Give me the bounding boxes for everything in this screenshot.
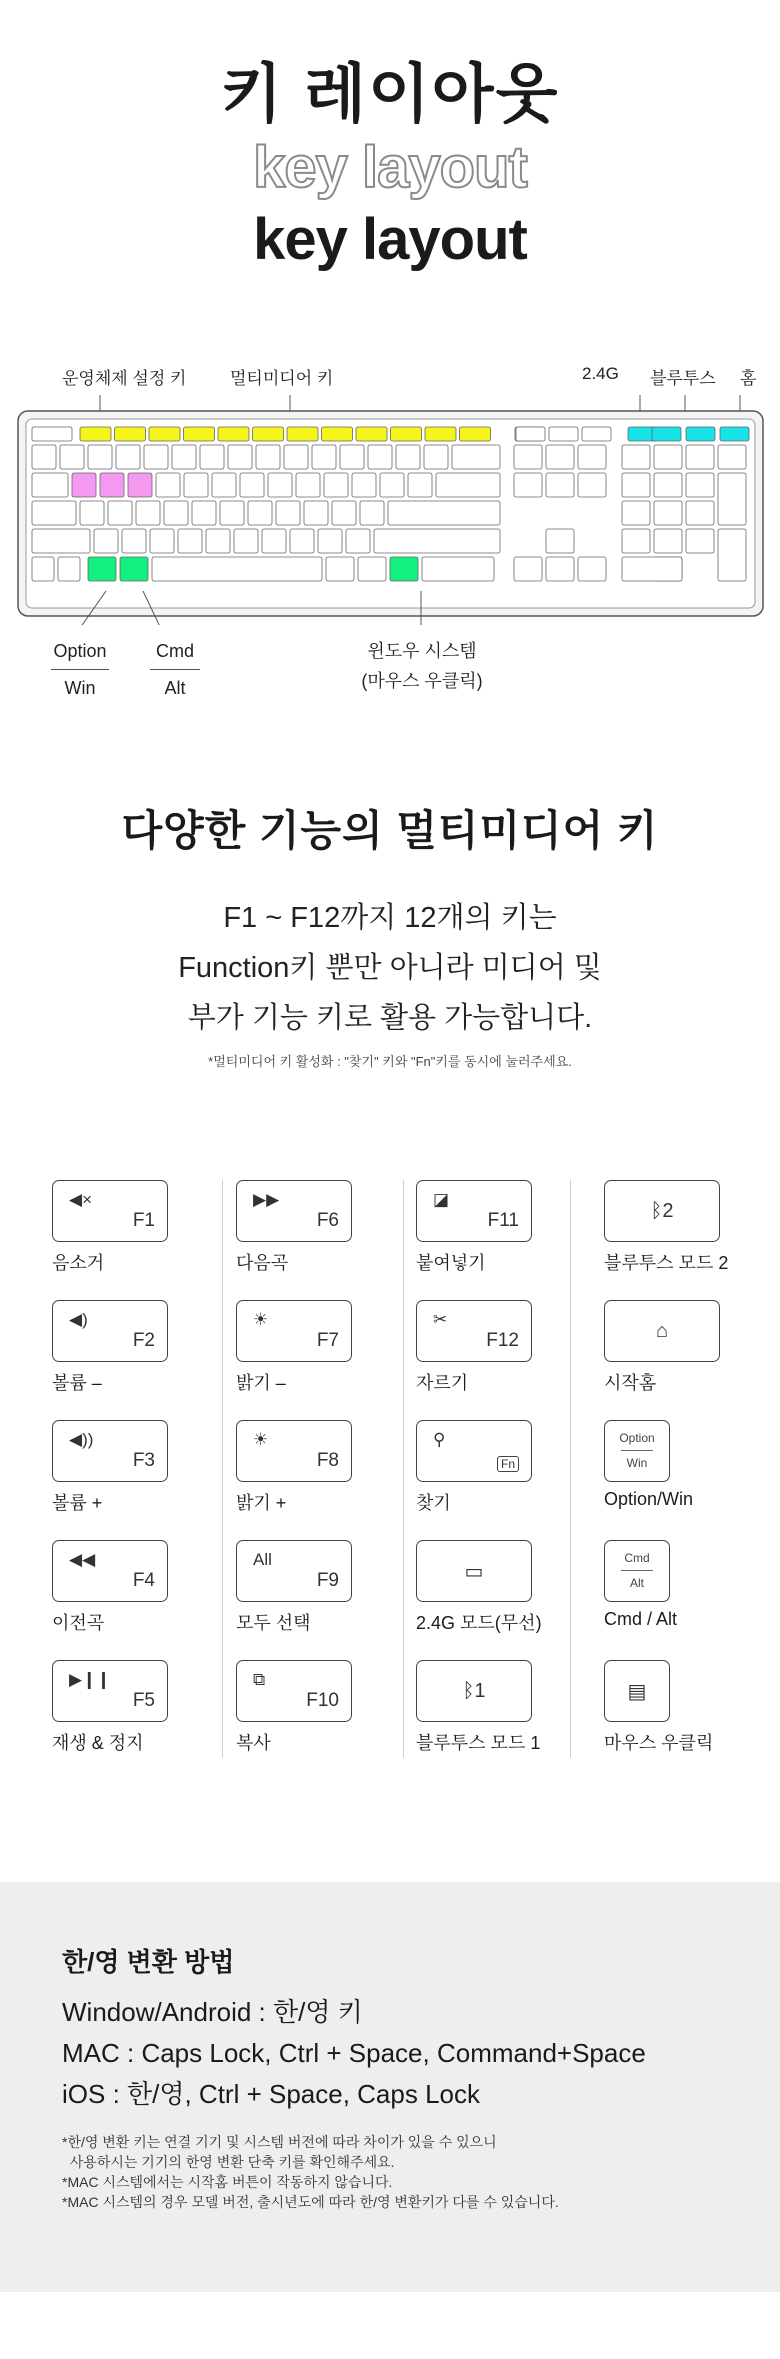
function-key-item [604, 1180, 776, 1300]
function-key [236, 1180, 352, 1242]
hangul-switch-lines [62, 1992, 646, 2115]
solid-subtitle: key layout [253, 207, 527, 272]
note-1: *한/영 변환 키는 연결 기기 및 시스템 버전에 따라 차이가 있을 수 있으니 [62, 2134, 497, 2150]
keyboard-key [128, 473, 152, 497]
label-os-keys: 운영체제 설정 키 [62, 369, 187, 388]
keyboard-key [120, 557, 148, 581]
function-key-label: F4 [132, 1570, 155, 1591]
keyboard-key [352, 473, 376, 497]
function-key-caption: 다음곡 [236, 1253, 289, 1273]
function-key [604, 1660, 670, 1722]
keyboard-key [516, 427, 545, 441]
function-key-item [604, 1540, 776, 1660]
function-key [604, 1180, 720, 1242]
keyboard-key [546, 445, 574, 469]
keyboard-key [408, 473, 432, 497]
function-key [236, 1300, 352, 1362]
keyboard-key [172, 445, 196, 469]
keyboard-key [514, 445, 542, 469]
keyboard-key [256, 445, 280, 469]
function-key [416, 1420, 532, 1482]
keyboard-key [253, 427, 284, 441]
keyboard-key [686, 529, 714, 553]
keyboard-key [654, 501, 682, 525]
bluetooth-icon: ᛒ1 [462, 1679, 486, 1702]
keyboard-key [220, 501, 244, 525]
bluetooth-icon: ᛒ2 [650, 1199, 674, 1222]
function-key-label: F11 [487, 1210, 519, 1231]
keyboard-key [304, 501, 328, 525]
function-key-caption: Cmd / Alt [604, 1609, 678, 1629]
keyboard-key [578, 473, 606, 497]
next-track-icon: ▶▶ [253, 1190, 280, 1209]
title-block [0, 55, 780, 277]
keyboard-key [100, 473, 124, 497]
keyboard-key [622, 557, 682, 581]
function-key-caption: 모두 선택 [236, 1613, 311, 1633]
note-3: *MAC 시스템에서는 시작홈 버튼이 작동하지 않습니다. [62, 2174, 393, 2190]
function-key [416, 1180, 532, 1242]
keyboard-key [32, 557, 54, 581]
keyboard-key [654, 529, 682, 553]
home-icon: ⌂ [655, 1319, 669, 1342]
keyboard-key [152, 557, 322, 581]
keyboard-key [346, 529, 370, 553]
function-key-item [236, 1300, 408, 1420]
function-key-label: F6 [316, 1210, 339, 1231]
keyboard-key [240, 473, 264, 497]
callout-mouse-right: (마우스 우클릭) [361, 671, 483, 691]
keyboard-key [276, 501, 300, 525]
function-key-caption: 음소거 [52, 1253, 105, 1273]
key-bottom-label: Alt [629, 1576, 644, 1590]
keyboard-key [578, 557, 606, 581]
function-key-label: F5 [132, 1690, 155, 1711]
keyboard-key [218, 427, 249, 441]
note-4: *MAC 시스템의 경우 모델 버전, 출시년도에 따라 한/영 변환키가 다를 수 있습니다. [62, 2194, 559, 2210]
callout-cmd-alt [135, 636, 215, 703]
keyboard-key [287, 427, 318, 441]
keyboard-key [80, 501, 104, 525]
keyboard-key [388, 501, 500, 525]
function-key-item [52, 1420, 224, 1540]
function-key [52, 1180, 168, 1242]
brightness-up-icon: ☀ [253, 1430, 269, 1449]
function-key [604, 1300, 720, 1362]
function-key-caption: 복사 [236, 1733, 271, 1753]
hangul-switch-notes [62, 2132, 559, 2212]
function-key [416, 1660, 532, 1722]
keyboard-key [284, 445, 308, 469]
keyboard-key [32, 529, 90, 553]
function-key-caption: 밝기 – [236, 1373, 286, 1393]
hangul-switch-title: 한/영 변환 방법 [62, 1947, 235, 1977]
function-key-item [604, 1420, 776, 1540]
function-key-caption: 시작홈 [604, 1373, 657, 1393]
note-2: 사용하시는 기기의 한영 변환 단축 키를 확인해주세요. [62, 2154, 395, 2170]
keyboard-key [88, 557, 116, 581]
key-top-label: Cmd [624, 1551, 650, 1565]
function-key [416, 1540, 532, 1602]
function-key-item [52, 1300, 224, 1420]
callout-windows-system [340, 636, 504, 696]
previous-track-icon: ◀◀ [69, 1550, 96, 1569]
keyboard-key [318, 529, 342, 553]
keyboard-key [622, 529, 650, 553]
keyboard-key [718, 445, 746, 469]
keyboard-key [136, 501, 160, 525]
switch-line-ios: iOS : 한/영, Ctrl + Space, Caps Lock [62, 2079, 480, 2109]
keyboard-key [652, 427, 681, 441]
play-pause-icon: ▶❙❙ [69, 1670, 111, 1689]
function-key-caption: Option/Win [604, 1489, 694, 1509]
keyboard-key [391, 427, 422, 441]
keyboard-key [156, 473, 180, 497]
keyboard-key [108, 501, 132, 525]
brightness-down-icon: ☀ [253, 1310, 269, 1329]
function-key-caption: 밝기 + [236, 1493, 287, 1513]
function-key-caption: 재생 & 정지 [52, 1733, 144, 1753]
function-key-item [416, 1540, 588, 1660]
function-key [416, 1300, 532, 1362]
usb-dongle-icon: ▭ [464, 1560, 484, 1583]
keyboard-key [686, 501, 714, 525]
keyboard-key [164, 501, 188, 525]
function-key-item [604, 1300, 776, 1420]
paste-icon: ◪ [433, 1190, 450, 1209]
keyboard-key [396, 445, 420, 469]
keyboard-key [322, 427, 353, 441]
menu-key-icon: ▤ [627, 1680, 647, 1703]
function-key-item [416, 1300, 588, 1420]
multimedia-description [0, 893, 780, 1043]
hangul-switch-panel [0, 1882, 780, 2292]
keyboard-key [115, 427, 146, 441]
multimedia-note: *멀티미디어 키 활성화 : "찾기" 키와 "Fn"키를 동시에 눌러주세요. [208, 1054, 572, 1069]
function-key-label: F7 [316, 1330, 339, 1351]
function-key-caption: 자르기 [416, 1373, 469, 1393]
function-key-grid [52, 1180, 742, 1760]
keyboard-key [312, 445, 336, 469]
label-24g: 2.4G [582, 364, 619, 383]
keyboard-key [549, 427, 578, 441]
function-key-caption: 마우스 우클릭 [604, 1733, 714, 1753]
key-top-label: Option [619, 1431, 655, 1445]
label-multimedia-keys: 멀티미디어 키 [230, 369, 334, 388]
keyboard-key [268, 473, 292, 497]
function-key-label: F1 [132, 1210, 155, 1231]
keyboard-key [144, 445, 168, 469]
keyboard-key [149, 427, 180, 441]
keyboard-key [622, 473, 650, 497]
keyboard-key [184, 473, 208, 497]
callout-win: Win [64, 678, 96, 698]
switch-line-windows: Window/Android : 한/영 키 [62, 1997, 363, 2027]
cmd-alt-icon [604, 1540, 670, 1602]
keyboard-key [718, 473, 746, 525]
copy-icon: ⧉ [253, 1670, 266, 1689]
keyboard-key [390, 557, 418, 581]
function-key-caption: 붙여넣기 [416, 1253, 486, 1273]
keyboard-key [94, 529, 118, 553]
callout-option: Option [53, 641, 107, 661]
keyboard-key [326, 557, 354, 581]
key-bottom-label: Win [626, 1456, 648, 1470]
function-key-item [416, 1660, 588, 1780]
keyboard-key [88, 445, 112, 469]
function-key-item [52, 1540, 224, 1660]
keyboard-key [58, 557, 80, 581]
keyboard-key [654, 445, 682, 469]
keyboard-key [358, 557, 386, 581]
function-key-item [52, 1180, 224, 1300]
function-key-item [416, 1180, 588, 1300]
keyboard-key [374, 529, 500, 553]
keyboard-key [654, 473, 682, 497]
keyboard-key [452, 445, 500, 469]
keyboard-key [32, 473, 68, 497]
volume-up-icon: ◀)) [69, 1430, 94, 1449]
keyboard-key [720, 427, 749, 441]
function-key [236, 1420, 352, 1482]
page-title: 키 레이아웃 [220, 58, 560, 130]
multimedia-title: 다양한 기능의 멀티미디어 키 [121, 807, 659, 854]
keyboard-key [622, 501, 650, 525]
function-key [236, 1660, 352, 1722]
keyboard-key [296, 473, 320, 497]
keyboard-key [582, 427, 611, 441]
callout-alt: Alt [164, 678, 186, 698]
keyboard-key [546, 473, 574, 497]
keyboard-key [546, 557, 574, 581]
function-key-caption: 블루투스 모드 1 [416, 1733, 541, 1753]
callout-option-win [40, 636, 120, 703]
function-key-item [236, 1420, 408, 1540]
keyboard-key [116, 445, 140, 469]
function-key-item [52, 1660, 224, 1780]
function-key-item [604, 1660, 776, 1780]
keyboard-key [360, 501, 384, 525]
keyboard-key [290, 529, 314, 553]
function-key-label: F10 [306, 1690, 339, 1711]
keyboard-key [424, 445, 448, 469]
keyboard-key [228, 445, 252, 469]
keyboard-key [212, 473, 236, 497]
mute-icon: ◀× [69, 1190, 93, 1209]
function-key [52, 1540, 168, 1602]
function-key-caption: 찾기 [416, 1493, 451, 1513]
keyboard-key [436, 473, 500, 497]
function-key-item [236, 1540, 408, 1660]
keyboard-key [622, 445, 650, 469]
function-key-item [236, 1180, 408, 1300]
function-key-item [236, 1660, 408, 1780]
callout-cmd: Cmd [155, 641, 194, 661]
cut-icon: ✂ [433, 1310, 448, 1329]
keyboard-key [380, 473, 404, 497]
function-key-caption: 볼륨 – [52, 1373, 102, 1393]
keyboard-key [340, 445, 364, 469]
volume-down-icon: ◀) [69, 1310, 88, 1329]
select-all-icon: All [253, 1550, 272, 1569]
keyboard-diagram [0, 395, 780, 625]
keyboard-key [578, 445, 606, 469]
function-key-caption: 이전곡 [52, 1613, 105, 1633]
keyboard-key [686, 473, 714, 497]
keyboard-key [184, 427, 215, 441]
keyboard-key [248, 501, 272, 525]
keyboard-key [192, 501, 216, 525]
function-key-caption: 블루투스 모드 2 [604, 1253, 729, 1273]
function-key-label: F2 [132, 1330, 155, 1351]
desc-line-2: Function키 뿐만 아니라 미디어 및 [178, 952, 602, 984]
keyboard-key [332, 501, 356, 525]
function-key-label: F3 [132, 1450, 155, 1471]
keyboard-key [425, 427, 456, 441]
function-key [236, 1540, 352, 1602]
keyboard-key [546, 529, 574, 553]
keyboard-key [356, 427, 387, 441]
keyboard-key [200, 445, 224, 469]
outline-subtitle: key layout [253, 135, 527, 200]
function-key-caption: 볼륨 + [52, 1493, 103, 1513]
keyboard-key [206, 529, 230, 553]
function-key-caption: 2.4G 모드(무선) [416, 1613, 542, 1633]
option-win-icon [604, 1420, 670, 1482]
function-key-label: F12 [486, 1330, 519, 1351]
keyboard-key [178, 529, 202, 553]
keyboard-key [422, 557, 494, 581]
keyboard-key [150, 529, 174, 553]
keyboard-key [60, 445, 84, 469]
keyboard-key [718, 529, 746, 581]
keyboard-key [234, 529, 258, 553]
function-key-label: F9 [316, 1570, 339, 1591]
switch-line-mac: MAC : Caps Lock, Ctrl + Space, Command+Space [62, 2038, 646, 2068]
function-key-label: Fn [497, 1456, 519, 1472]
keyboard-key [122, 529, 146, 553]
keyboard-key [514, 557, 542, 581]
keyboard-key [32, 445, 56, 469]
keyboard-key [514, 473, 542, 497]
keyboard-key [324, 473, 348, 497]
function-key [52, 1420, 168, 1482]
label-home: 홈 [740, 369, 757, 388]
function-key [52, 1300, 168, 1362]
desc-line-3: 부가 기능 키로 활용 가능합니다. [187, 1002, 593, 1034]
keyboard-key [32, 427, 72, 441]
keyboard-key [72, 473, 96, 497]
keyboard-key [686, 445, 714, 469]
keyboard-key [80, 427, 111, 441]
keyboard-key [368, 445, 392, 469]
keyboard-key [460, 427, 491, 441]
function-key-item [416, 1420, 588, 1540]
label-bluetooth: 블루투스 [650, 369, 716, 388]
desc-line-1: F1 ~ F12까지 12개의 키는 [223, 902, 557, 934]
keyboard-key [32, 501, 76, 525]
callout-windows-system-label: 윈도우 시스템 [367, 641, 477, 661]
keyboard-key [262, 529, 286, 553]
search-icon: ⚲ [433, 1430, 446, 1449]
function-key [52, 1660, 168, 1722]
function-key-label: F8 [316, 1450, 339, 1471]
keyboard-key [686, 427, 715, 441]
